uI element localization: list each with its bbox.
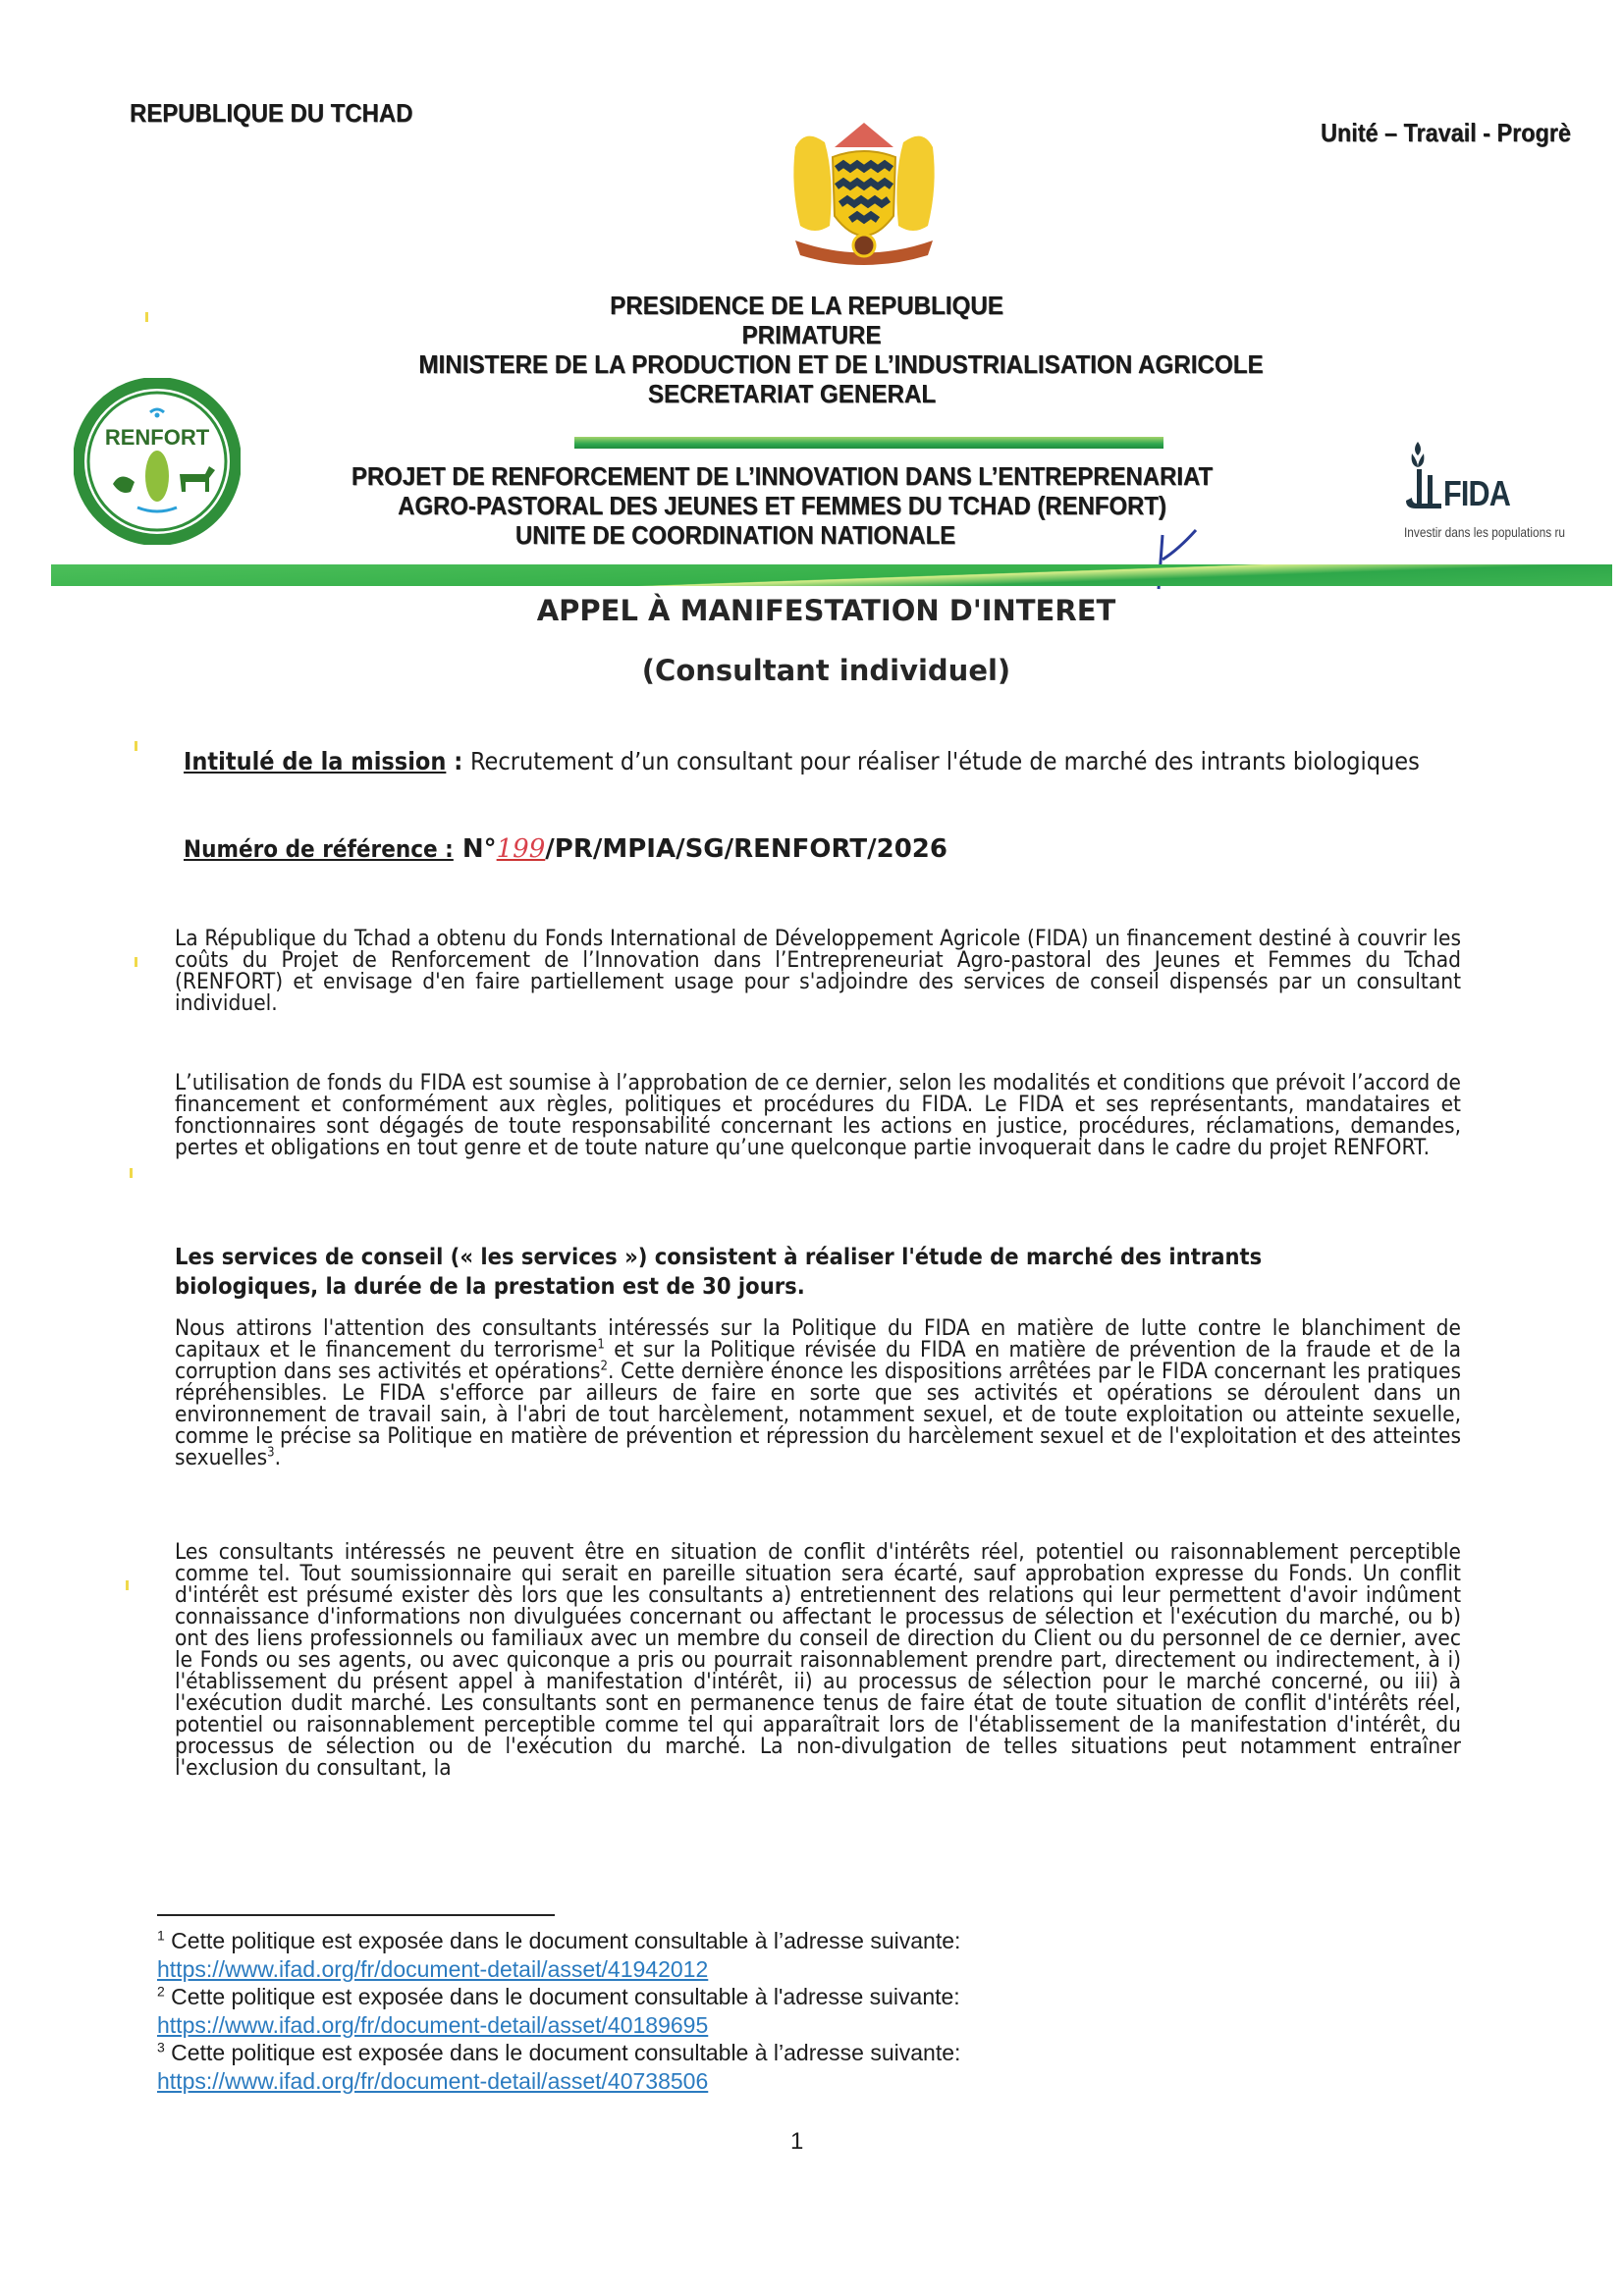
national-motto: Unité – Travail - Progrè: [1321, 118, 1571, 147]
footnote-number: 3: [157, 2039, 165, 2056]
document-subtitle: (Consultant individuel): [641, 654, 1011, 687]
paragraph-fida-approval: L’utilisation de fonds du FIDA est soumise à l’approbation de ce dernier, selon les modalités et conditions que prévoit l’accord de financement et conformément aux règles, politiques et procédures du FIDA. Le FIDA et ses représentants, mandataires et fonctionnaires sont dégagés de toute responsabilité concernant les actions en justice, procédures, réclamations, demandes, pertes et obligations en tout genre et de toute nature qu’une quelconque partie invoquerait dans le cadre du projet RENFORT.: [175, 1070, 1461, 1160]
footnote-link-3[interactable]: https://www.ifad.org/fr/document-detail/asset/40738506: [157, 2067, 709, 2094]
header-divider-long: [51, 564, 1612, 586]
footnote-separator: [157, 1914, 555, 1916]
renfort-logo-text: RENFORT: [104, 425, 210, 450]
project-line-1: PROJET DE RENFORCEMENT DE L’INNOVATION DANS L’ENTREPRENARIAT: [351, 461, 1214, 491]
paragraph-fida-policies: [175, 1317, 1461, 1468]
secretariat-line: SECRETARIAT GENERAL: [647, 379, 937, 408]
policies-text-c: . Cette dernière énonce les dispositions arrêtées par le FIDA concernant les pratiques répréhensibles. Le FIDA s'efforce par ailleurs de faire en sorte que ses activités et opérations se déroulent dans un environnement de travail sain, à l'abri de tout harcèlement, notamment sexuel, et de toute exploitation ou atteinte sexuelle, comme le précise sa Politique en matière de prévention et répression du harcèlement sexuel et de l'exploitation et des atteintes sexuelles: [175, 1359, 1461, 1470]
footnote-number: 2: [157, 1983, 165, 2000]
reference-line: [184, 834, 947, 864]
scan-artifact: [135, 741, 137, 751]
paragraph-conflict-of-interest: Les consultants intéressés ne peuvent être en situation de conflit d'intérêts réel, potentiel ou raisonnablement perceptible comme tel. Tout soumissionnaire qui serait en pareille situation sera écarté, sauf approbation expresse du Fonds. Un conflit d'intérêt est présumé exister dès lors que les consultants a) entretiennent des relations qui leur permettent d'avoir indûment connaissance d'informations non divulguées concernant ou affectant le processus de sélection et l'exécution du marché, ou b) ont des liens professionnels ou familiaux avec un membre du conseil de direction du Client ou du personnel de ce dernier, avec le Fonds ou ses agents, ou avec quiconque a pris ou pourrait raisonnablement prendre part, directement ou indirectement, à i) l'établissement du présent appel à manifestation d'intérêt, ii) au processus de sélection pour le marché concerné, ou iii) à l'exécution dudit marché. Les consultants sont en permanence tenus de faire état de toute situation de conflit d'intérêts réel, potentiel ou raisonnablement perceptible comme tel qui apparaîtrait lors de l'établissement de la manifestation d'intérêt, du processus de sélection ou de l'exécution du marché. La non-divulgation de telles situations peut notamment entraîner l'exclusion du consultant, la: [175, 1539, 1461, 1781]
document-title: APPEL À MANIFESTATION D'INTERET: [536, 594, 1116, 627]
coordination-unit-line: UNITE DE COORDINATION NATIONALE: [514, 520, 956, 550]
footnote-ref-3[interactable]: 3: [267, 1445, 275, 1461]
footnote-ref-1[interactable]: 1: [597, 1337, 605, 1353]
handwritten-reference-number: 199: [496, 834, 546, 864]
project-name-block: [0, 461, 1623, 550]
country-name: REPUBLIQUE DU TCHAD: [130, 98, 413, 128]
footnote-2: [157, 1983, 960, 2011]
mission-line: [184, 744, 1421, 779]
fida-tagline: Investir dans les populations ru: [1404, 524, 1566, 540]
footnote-text: Cette politique est exposée dans le document consultable à l’adresse suivante:: [164, 1928, 961, 1953]
policies-text-d: .: [274, 1445, 282, 1470]
footnotes: [157, 1927, 960, 2095]
footnote-text: Cette politique est exposée dans le document consultable à l’adresse suivante:: [164, 2040, 961, 2065]
paragraph-financing: La République du Tchad a obtenu du Fonds International de Développement Agricole (FIDA) un financement destiné à couvrir les coûts du Projet de Renforcement de l’Innovation dans l’Entrepreneuriat Agro-pastoral des Jeunes et Femmes du Tchad (RENFORT) et envisage d'en faire partiellement usage pour s'adjoindre des services de conseil dispensés par un consultant individuel.: [175, 926, 1461, 1016]
page-number: 1: [790, 2128, 804, 2155]
primature-line: PRIMATURE: [741, 320, 882, 349]
mission-label: Intitulé de la mission: [184, 747, 447, 775]
paragraph-services: Les services de conseil (« les services ») consistent à réaliser l'étude de marché des intrants biologiques, la durée de la prestation est de 30 jours.: [175, 1243, 1263, 1300]
scan-artifact: [145, 312, 148, 322]
mission-separator: :: [446, 747, 471, 775]
scan-artifact: [126, 1580, 129, 1590]
footnote-number: 1: [157, 1927, 165, 1944]
header-divider-short: [574, 437, 1163, 449]
mission-value: Recrutement d’un consultant pour réaliser l'étude de marché des intrants biologiques: [470, 747, 1420, 775]
footnote-link-2[interactable]: https://www.ifad.org/fr/document-detail/asset/40189695: [157, 2011, 709, 2038]
reference-label: Numéro de référence :: [184, 835, 454, 863]
ministry-line: MINISTERE DE LA PRODUCTION ET DE L’INDUSTRIALISATION AGRICOLE: [418, 349, 1264, 379]
chad-coat-of-arms-icon: [776, 118, 952, 279]
policies-text-a: Nous attirons l'attention des consultants intéressés sur la Politique du FIDA en matière de lutte contre le blanchiment de capitaux et le financement du terrorisme: [175, 1315, 1461, 1362]
scan-artifact: [135, 957, 137, 967]
footnote-ref-2[interactable]: 2: [600, 1359, 608, 1374]
reference-suffix: /PR/MPIA/SG/RENFORT/2026: [545, 834, 947, 864]
policies-text-b: et sur la Politique révisée du FIDA en matière de prévention de la fraude et de la corruption dans ses activités et opérations: [175, 1337, 1461, 1384]
reference-prefix: N°: [453, 834, 497, 864]
footnote-3: [157, 2039, 960, 2067]
presidency-line: PRESIDENCE DE LA REPUBLIQUE: [610, 291, 1003, 320]
footnote-link-1[interactable]: https://www.ifad.org/fr/document-detail/asset/41942012: [157, 1955, 709, 1982]
handwritten-initial-icon: [1149, 520, 1208, 598]
fida-logo-text: FIDA: [1443, 473, 1510, 513]
scan-artifact: [130, 1168, 133, 1178]
footnote-1: [157, 1927, 960, 1955]
footnote-text: Cette politique est exposée dans le document consultable à l'adresse suivante:: [164, 1984, 960, 2009]
government-hierarchy: [0, 291, 1623, 408]
project-line-2: AGRO-PASTORAL DES JEUNES ET FEMMES DU TCHAD (RENFORT): [398, 491, 1166, 520]
